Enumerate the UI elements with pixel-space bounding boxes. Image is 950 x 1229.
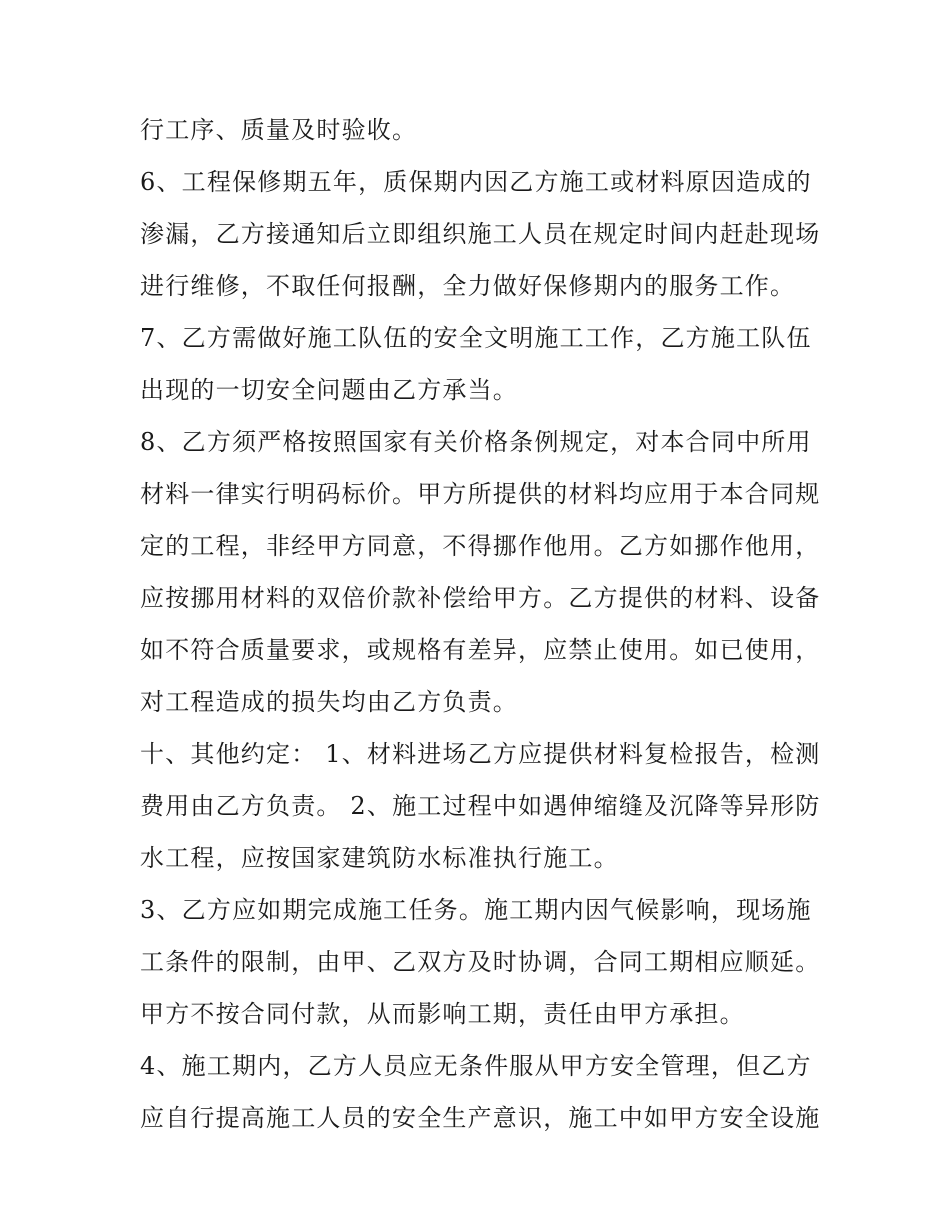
text-line: 工条件的限制，由甲、乙双方及时协调，合同工期相应顺延。 [140, 948, 820, 976]
text-line: 渗漏，乙方接通知后立即组织施工人员在规定时间内赶赴现场 [140, 220, 820, 248]
text-line: 出现的一切安全问题由乙方承当。 [140, 376, 518, 404]
text-line: 进行维修，不取任何报酬，全力做好保修期内的服务工作。 [140, 272, 796, 300]
text-line: 行工序、质量及时验收。 [140, 116, 418, 144]
text-line: 应按挪用材料的双倍价款补偿给甲方。乙方提供的材料、设备 [140, 584, 820, 612]
text-line: 如不符合质量要求，或规格有差异，应禁止使用。如已使用， [140, 636, 820, 664]
contract-text-body [140, 104, 820, 1144]
text-line: 甲方不按合同付款，从而影响工期，责任由甲方承担。 [140, 1000, 745, 1028]
text-line: 对工程造成的损失均由乙方负责。 [140, 688, 518, 716]
text-line: 费用由乙方负责。 2、施工过程中如遇伸缩缝及沉降等异形防 [140, 792, 820, 820]
text-line: 4、施工期内，乙方人员应无条件服从甲方安全管理，但乙方 [140, 1052, 812, 1080]
text-line: 水工程，应按国家建筑防水标准执行施工。 [140, 844, 619, 872]
text-line: 十、其他约定： 1、材料进场乙方应提供材料复检报告，检测 [140, 740, 820, 768]
text-line: 应自行提高施工人员的安全生产意识，施工中如甲方安全设施 [140, 1104, 820, 1132]
text-line: 8、乙方须严格按照国家有关价格条例规定，对本合同中所用 [140, 428, 812, 456]
text-line: 材料一律实行明码标价。甲方所提供的材料均应用于本合同规 [140, 480, 820, 508]
text-line: 6、工程保修期五年，质保期内因乙方施工或材料原因造成的 [140, 168, 812, 196]
text-line: 7、乙方需做好施工队伍的安全文明施工工作，乙方施工队伍 [140, 324, 812, 352]
text-line: 定的工程，非经甲方同意，不得挪作他用。乙方如挪作他用， [140, 532, 820, 560]
text-line: 3、乙方应如期完成施工任务。施工期内因气候影响，现场施 [140, 896, 812, 924]
